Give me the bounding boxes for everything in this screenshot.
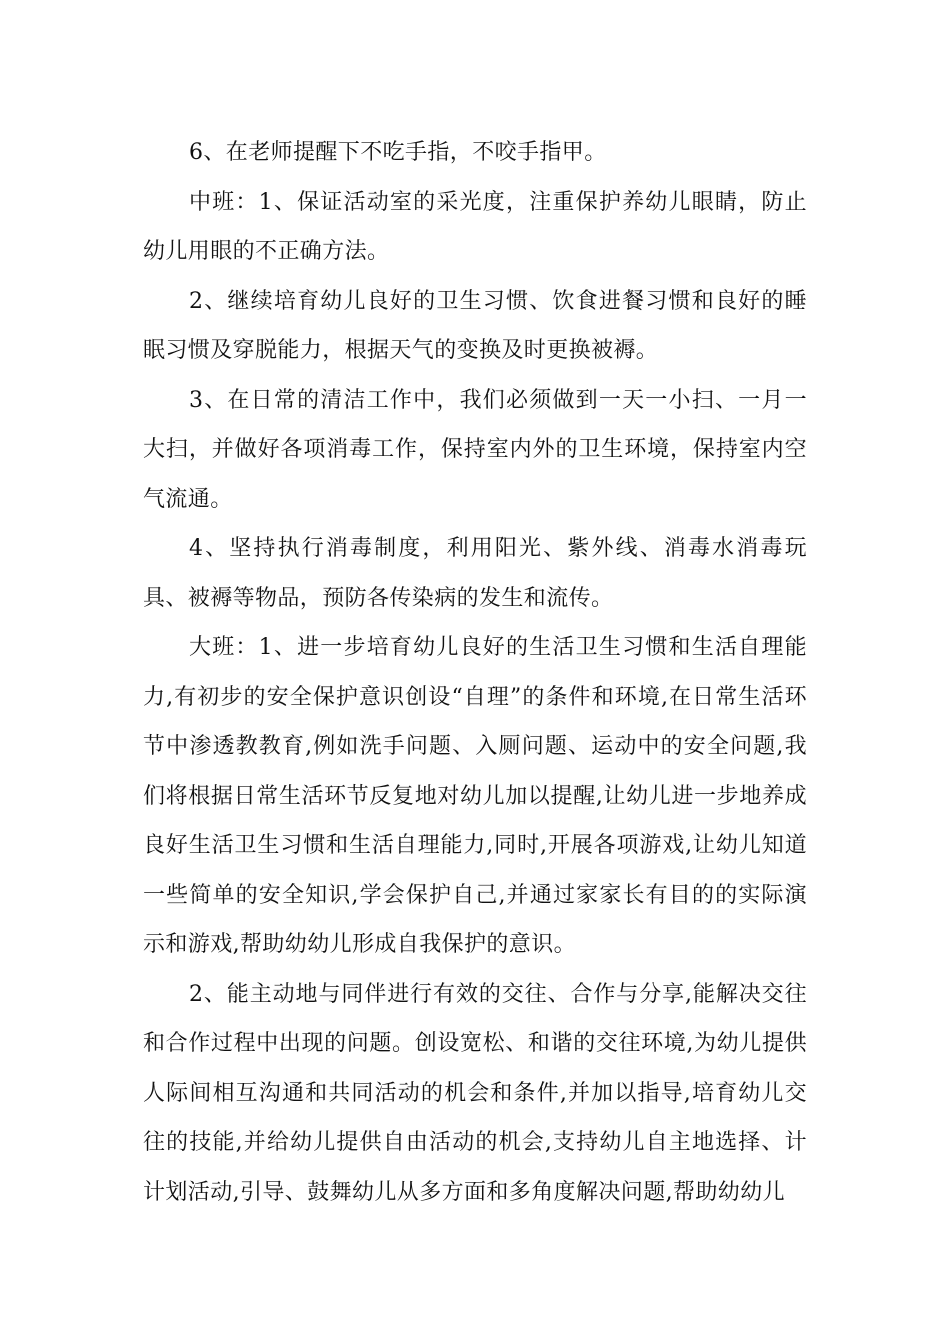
document-body — [143, 128, 807, 1217]
paragraph-thumb-habit: 6、在老师提醒下不吃手指，不咬手指甲。 — [189, 140, 607, 165]
paragraph-middle-class-3: 3、在日常的清洁工作中，我们必须做到一天一小扫、一月一大扫，并做好各项消毒工作，保持室内外的卫生环境，保持室内空气流通。 — [143, 387, 807, 512]
paragraph-senior-class-2: 2、能主动地与同伴进行有效的交往、合作与分享,能解决交往和合作过程中出现的问题。创设宽松、和谐的交往环境,为幼儿提供人际间相互沟通和共同活动的机会和条件,并加以指导,培育幼儿交往的技能,并给幼儿提供自由活动的机会,支持幼儿自主地选择、计计划活动,引导、鼓舞幼儿从多方面和多角度解决问题,帮助幼幼儿 — [143, 981, 807, 1205]
paragraph-middle-class-2: 2、继续培育幼儿良好的卫生习惯、饮食进餐习惯和良好的睡眠习惯及穿脱能力，根据天气的变换及时更换被褥。 — [143, 288, 807, 363]
paragraph-middle-class-1: 中班：1、保证活动室的采光度，注重保护养幼儿眼睛，防止幼儿用眼的不正确方法。 — [143, 189, 807, 264]
paragraph-middle-class-4: 4、坚持执行消毒制度，利用阳光、紫外线、消毒水消毒玩具、被褥等物品，预防各传染病的发生和流传。 — [143, 536, 807, 611]
paragraph-senior-class-1: 大班：1、进一步培育幼儿良好的生活卫生习惯和生活自理能力,有初步的安全保护意识创设“自理”的条件和环境,在日常生活环节中渗透教教育,例如洗手问题、入厕问题、运动中的安全问题,我们将根据日常生活环节反复地对幼儿加以提醒,让幼儿进一步地养成良好生活卫生习惯和生活自理能力,同时,开展各项游戏,让幼儿知道一些简单的安全知识,学会保护自己,并通过家家长有目的的实际演示和游戏,帮助幼幼儿形成自我保护的意识。 — [143, 635, 807, 957]
